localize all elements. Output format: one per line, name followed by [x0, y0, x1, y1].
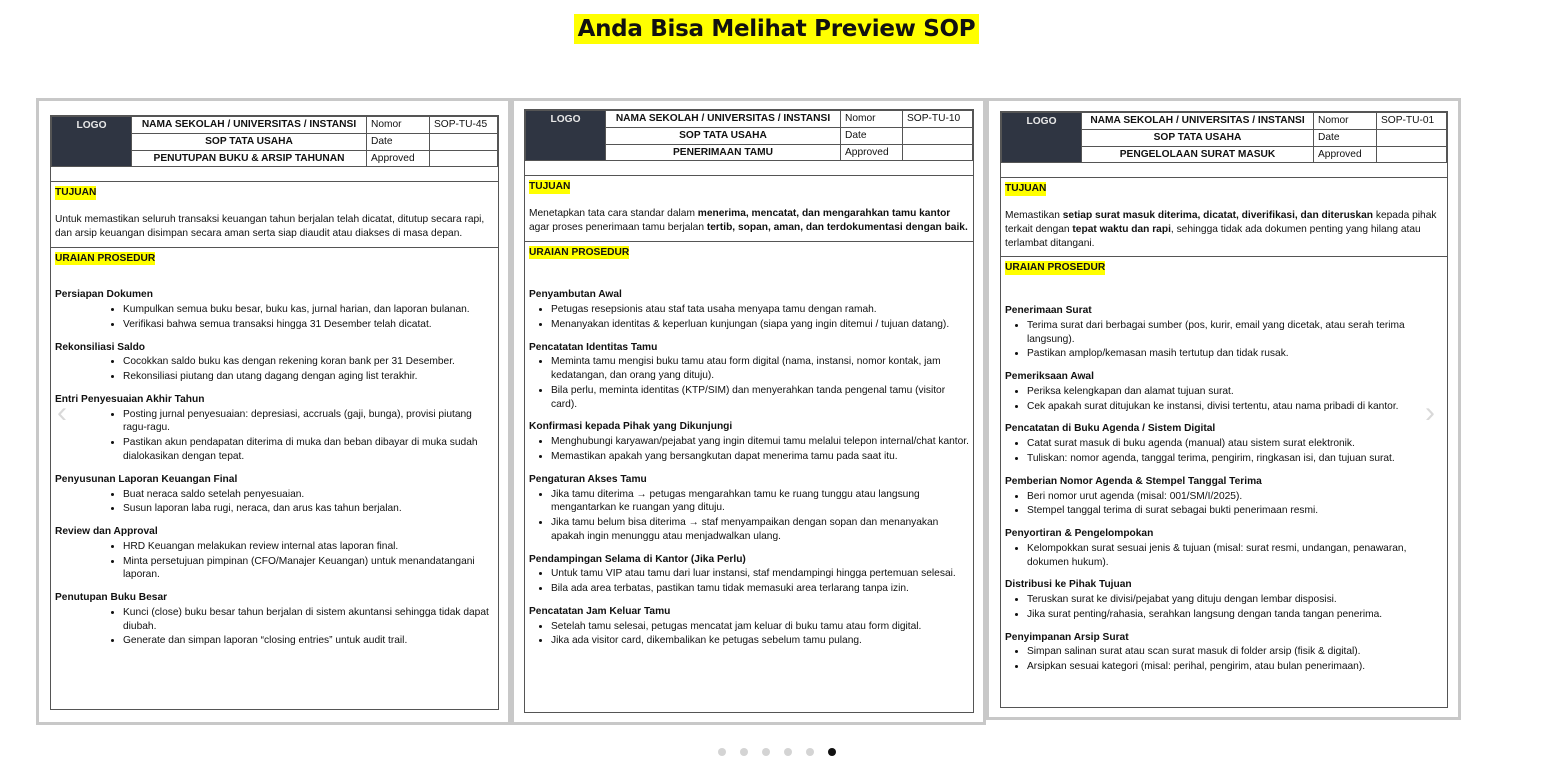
step-title: Penutupan Buku Besar	[55, 592, 168, 604]
sop-name: PENUTUPAN BUKU & ARSIP TAHUNAN	[132, 150, 367, 167]
institution-name: NAMA SEKOLAH / UNIVERSITAS / INSTANSI	[132, 117, 367, 134]
step-item: • Minta persetujuan pimpinan (CFO/Manajer Keuangan) untuk menandatangani laporan.	[123, 555, 494, 583]
sop-header-table	[525, 110, 973, 161]
sop-code: SOP-TU-45	[430, 117, 498, 134]
page-title: Anda Bisa Melihat Preview SOP	[574, 14, 980, 44]
step-item: • Pastikan amplop/kemasan masih tertutup dan tidak rusak.	[1027, 347, 1443, 361]
heading-wrap	[0, 14, 1553, 44]
sop-name: PENGELOLAAN SURAT MASUK	[1082, 146, 1314, 163]
step-4	[55, 473, 494, 516]
step-item: • Kunci (close) buku besar tahun berjalan di sistem akuntansi sehingga tidak dapat diubah.	[123, 606, 494, 634]
step-title: Pencatatan Jam Keluar Tamu	[529, 605, 671, 617]
tujuan-text: Menetapkan tata cara standar dalam menerima, mencatat, dan mengarahkan tamu kantor agar proses penerimaan tamu berjalan tertib, sopan, aman, dan terdokumentasi dengan baik.	[529, 208, 968, 233]
sop-type: SOP TATA USAHA	[606, 127, 841, 144]
date-value	[430, 133, 498, 150]
step-6	[1005, 578, 1443, 621]
step-item: • Memastikan apakah yang bersangkutan dapat menerima tamu pada saat itu.	[551, 450, 969, 464]
next-arrow-icon[interactable]: ›	[1425, 396, 1435, 429]
date-label: Date	[367, 133, 430, 150]
step-title: Pencatatan Identitas Tamu	[529, 341, 658, 353]
nomor-label: Nomor	[1314, 113, 1377, 130]
step-item: • Untuk tamu VIP atau tamu dari luar instansi, staf mendampingi hingga pertemuan selesai.	[551, 567, 969, 581]
step-item: • Jika tamu belum bisa diterima → staf menyampaikan dengan sopan dan menanyakan apakah ingin menunggu atau menjadwalkan ulang.	[551, 516, 969, 544]
step-item: • Jika surat penting/rahasia, serahkan langsung dengan tanda tangan penerima.	[1027, 608, 1443, 622]
step-title: Review dan Approval	[55, 526, 158, 538]
step-4	[1005, 475, 1443, 518]
step-5	[529, 553, 969, 596]
sop-type: SOP TATA USAHA	[132, 133, 367, 150]
step-item: • Setelah tamu selesai, petugas mencatat jam keluar di buku tamu atau form digital.	[551, 620, 969, 634]
sop-header-table	[51, 116, 498, 167]
step-title: Penyusunan Laporan Keuangan Final	[55, 473, 238, 485]
sop-code: SOP-TU-10	[903, 111, 973, 128]
step-item: • Generate dan simpan laporan “closing entries” untuk audit trail.	[123, 634, 494, 648]
step-title: Persiapan Dokumen	[55, 289, 153, 301]
uraian-heading: URAIAN PROSEDUR	[529, 246, 630, 258]
nomor-label: Nomor	[841, 111, 903, 128]
step-item: • Bila perlu, meminta identitas (KTP/SIM) dan menyerahkan tanda pengenal tamu (visitor card).	[551, 384, 969, 412]
tujuan-heading: TUJUAN	[529, 181, 571, 193]
step-title: Penyimpanan Arsip Surat	[1005, 631, 1129, 643]
tujuan-heading: TUJUAN	[1005, 183, 1047, 195]
step-title: Penyambutan Awal	[529, 289, 622, 301]
step-1	[55, 288, 494, 331]
institution-name: NAMA SEKOLAH / UNIVERSITAS / INSTANSI	[606, 111, 841, 128]
step-title: Pemberian Nomor Agenda & Stempel Tanggal Terima	[1005, 475, 1262, 487]
nomor-label: Nomor	[367, 117, 430, 134]
tujuan-text: Memastikan setiap surat masuk diterima, dicatat, diverifikasi, dan diteruskan kepada pihak terkait dengan tepat waktu dan rapi, sehingga tidak ada dokumen penting yang hilang atau terlambat ditangani.	[1005, 210, 1437, 249]
step-title: Entri Penyesuaian Akhir Tahun	[55, 393, 205, 405]
step-2	[1005, 370, 1443, 413]
step-item: • Cek apakah surat ditujukan ke instansi, divisi tertentu, atau nama pribadi di kantor.	[1027, 400, 1443, 414]
step-5	[55, 525, 494, 582]
step-1	[529, 288, 969, 331]
approved-label: Approved	[367, 150, 430, 167]
institution-name: NAMA SEKOLAH / UNIVERSITAS / INSTANSI	[1082, 113, 1314, 130]
approved-label: Approved	[841, 144, 903, 161]
step-5	[1005, 527, 1443, 569]
step-title: Pengaturan Akses Tamu	[529, 473, 647, 485]
step-title: Penyortiran & Pengelompokan	[1005, 528, 1154, 540]
step-item: • Menghubungi karyawan/pejabat yang ingin ditemui tamu melalui telepon internal/chat kantor.	[551, 435, 969, 449]
date-value	[1377, 129, 1447, 146]
step-item: • Arsipkan sesuai kategori (misal: perihal, pengirim, atau bulan penerimaan).	[1027, 660, 1443, 674]
step-item: • Bila ada area terbatas, pastikan tamu tidak memasuki area terlarang tanpa izin.	[551, 582, 969, 596]
sop-slide-3[interactable]	[986, 98, 1461, 720]
step-item: • Buat neraca saldo setelah penyesuaian.	[123, 488, 494, 502]
sop-header-table	[1001, 112, 1447, 163]
step-item: • Posting jurnal penyesuaian: depresiasi, accruals (gaji, bunga), provisi piutang ragu-ragu.	[123, 408, 494, 436]
sop-document-2	[524, 109, 974, 713]
tujuan-text: Untuk memastikan seluruh transaksi keuangan tahun berjalan telah dicatat, ditutup secara rapi, dan arsip keuangan disimpan secara aman serta siap diaudit atau diakses di masa depan.	[55, 214, 485, 239]
step-item: • Catat surat masuk di buku agenda (manual) atau sistem surat elektronik.	[1027, 437, 1443, 451]
step-item: • Meminta tamu mengisi buku tamu atau form digital (nama, instansi, nomor kontak, jam kedatangan, dan orang yang dituju).	[551, 355, 969, 383]
step-item: • Kelompokkan surat sesuai jenis & tujuan (misal: surat resmi, undangan, penawaran, dokumen hukum).	[1027, 542, 1443, 570]
carousel-dot-3[interactable]	[762, 748, 770, 756]
step-2	[529, 341, 969, 412]
step-item: • HRD Keuangan melakukan review internal atas laporan final.	[123, 540, 494, 554]
step-3	[55, 393, 494, 464]
sop-document-3	[1000, 111, 1448, 708]
step-6	[55, 591, 494, 648]
tujuan-section	[51, 181, 498, 246]
carousel-dot-1[interactable]	[718, 748, 726, 756]
step-item: • Susun laporan laba rugi, neraca, dan arus kas tahun berjalan.	[123, 502, 494, 516]
step-3	[1005, 422, 1443, 465]
step-item: • Rekonsiliasi piutang dan utang dagang dengan aging list terakhir.	[123, 370, 494, 384]
carousel-dot-5[interactable]	[806, 748, 814, 756]
uraian-heading: URAIAN PROSEDUR	[55, 252, 156, 264]
step-6	[529, 605, 969, 648]
step-item: • Jika tamu diterima → petugas mengarahkan tamu ke ruang tunggu atau langsung mengantarkan ke ruangan yang dituju.	[551, 488, 969, 516]
approved-value	[1377, 146, 1447, 163]
step-2	[55, 341, 494, 384]
step-item: • Pastikan akun pendapatan diterima di muka dan beban dibayar di muka sudah dialokasikan dengan tepat.	[123, 436, 494, 464]
tujuan-heading: TUJUAN	[55, 187, 97, 199]
carousel-dot-6[interactable]	[828, 748, 836, 756]
step-3	[529, 420, 969, 463]
step-title: Pemeriksaan Awal	[1005, 371, 1094, 383]
step-item: • Verifikasi bahwa semua transaksi hingga 31 Desember telah dicatat.	[123, 318, 494, 332]
sop-document-1	[50, 115, 499, 710]
uraian-heading: URAIAN PROSEDUR	[1005, 262, 1106, 274]
step-item: • Periksa kelengkapan dan alamat tujuan surat.	[1027, 385, 1443, 399]
step-title: Distribusi ke Pihak Tujuan	[1005, 579, 1132, 591]
step-item: • Simpan salinan surat atau scan surat masuk di folder arsip (fisik & digital).	[1027, 645, 1443, 659]
step-title: Penerimaan Surat	[1005, 305, 1092, 317]
approved-label: Approved	[1314, 146, 1377, 163]
tujuan-section	[1001, 177, 1447, 256]
step-item: • Cocokkan saldo buku kas dengan rekening koran bank per 31 Desember.	[123, 355, 494, 369]
sop-slide-2[interactable]	[511, 98, 986, 725]
uraian-section	[51, 247, 498, 656]
sop-name: PENERIMAAN TAMU	[606, 144, 841, 161]
step-item: • Tuliskan: nomor agenda, tanggal terima, pengirim, ringkasan isi, dan tujuan surat.	[1027, 452, 1443, 466]
date-label: Date	[1314, 129, 1377, 146]
sop-code: SOP-TU-01	[1377, 113, 1447, 130]
step-item: • Stempel tanggal terima di surat sebagai bukti penerimaan resmi.	[1027, 504, 1443, 518]
step-item: • Jika ada visitor card, dikembalikan ke petugas sebelum tamu pulang.	[551, 634, 969, 648]
step-7	[1005, 631, 1443, 674]
carousel-dot-2[interactable]	[740, 748, 748, 756]
date-value	[903, 127, 973, 144]
uraian-section	[525, 241, 973, 656]
step-item: • Terima surat dari berbagai sumber (pos, kurir, email yang dicetak, atau serah terima langsung).	[1027, 319, 1443, 347]
step-title: Rekonsiliasi Saldo	[55, 341, 146, 353]
step-title: Pendampingan Selama di Kantor (Jika Perlu)	[529, 553, 746, 565]
prev-arrow-icon[interactable]: ‹	[57, 396, 67, 429]
uraian-section	[1001, 256, 1447, 681]
date-label: Date	[841, 127, 903, 144]
step-title: Konfirmasi kepada Pihak yang Dikunjungi	[529, 421, 733, 433]
step-item: • Teruskan surat ke divisi/pejabat yang dituju dengan lembar disposisi.	[1027, 593, 1443, 607]
approved-value	[430, 150, 498, 167]
step-1	[1005, 304, 1443, 361]
step-item: • Menanyakan identitas & keperluan kunjungan (siapa yang ingin ditemui / tujuan datang).	[551, 318, 969, 332]
step-item: • Petugas resepsionis atau staf tata usaha menyapa tamu dengan ramah.	[551, 303, 969, 317]
step-4	[529, 473, 969, 544]
sop-type: SOP TATA USAHA	[1082, 129, 1314, 146]
step-title: Pencatatan di Buku Agenda / Sistem Digital	[1005, 423, 1216, 435]
tujuan-section	[525, 175, 973, 240]
sop-slide-1[interactable]	[36, 98, 511, 725]
step-item: • Kumpulkan semua buku besar, buku kas, jurnal harian, dan laporan bulanan.	[123, 303, 494, 317]
step-item: • Beri nomor urut agenda (misal: 001/SM/I/2025).	[1027, 490, 1443, 504]
carousel-pagination	[0, 748, 1553, 756]
carousel-dot-4[interactable]	[784, 748, 792, 756]
logo-placeholder: LOGO	[526, 111, 606, 161]
logo-placeholder: LOGO	[52, 117, 132, 167]
approved-value	[903, 144, 973, 161]
logo-placeholder: LOGO	[1002, 113, 1082, 163]
